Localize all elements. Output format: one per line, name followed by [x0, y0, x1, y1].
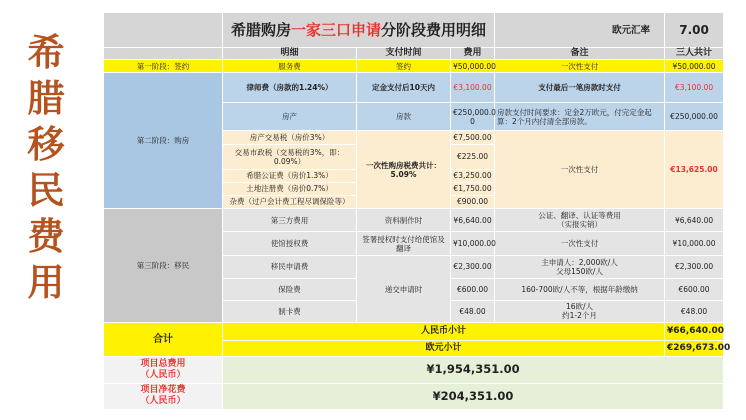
exchange-rate-value: 7.00: [665, 13, 724, 48]
stage3-note: 一次性支付: [495, 232, 665, 256]
stage3-note: 公证、翻译、认证等费用 （实报实销）: [495, 208, 665, 231]
stage3-pay-time: 资料制作时: [357, 208, 451, 231]
stage3-note: 主申请人：2,000欧/人 父母150欧/人: [495, 256, 665, 278]
stage1-detail: 服务费: [223, 60, 357, 72]
rmb-subtotal-value: ¥66,640.00: [665, 323, 724, 341]
side-title-char: 移: [27, 123, 65, 166]
stage2-lawyer-total: €3,100.00: [665, 72, 724, 102]
stage2-property-detail: 房产: [223, 102, 357, 130]
title-part3: 分阶段费用明细: [381, 21, 487, 40]
stage2-tax-detail: 希腊公证费（房价1.3%）: [223, 169, 357, 182]
project-net-label: 项目净花费 （人民币）: [104, 383, 223, 409]
stage1-total: ¥50,000.00: [665, 60, 724, 72]
side-title-char: 希: [27, 31, 65, 74]
stage3-detail: 制卡费: [223, 300, 357, 322]
stage3-total: ¥6,640.00: [665, 208, 724, 231]
stage3-total: ¥10,000.00: [665, 232, 724, 256]
header-fee: 费用: [451, 48, 495, 60]
stage2-taxes-pay-time: 一次性购房税费共计： 5.09%: [357, 131, 451, 209]
stage2-property-total: €250,000.00: [665, 102, 724, 130]
project-net-value: ¥204,351.00: [223, 383, 724, 409]
eur-subtotal-value: €269,673.00: [665, 341, 724, 357]
stage2-tax-detail: 交易市政税（交易税的3%，即：0.09%）: [223, 145, 357, 169]
total-label: 合计: [104, 323, 223, 357]
side-title-char: 民: [27, 169, 65, 212]
stage3-fee: €2,300.00: [451, 256, 495, 278]
stage2-tax-fee: €900.00: [451, 195, 495, 208]
stage1-label: 第一阶段：签约: [104, 60, 223, 72]
stage3-detail: 第三方费用: [223, 208, 357, 231]
stage2-tax-detail: 房产交易税（房价3%）: [223, 131, 357, 145]
stage3-total: €48.00: [665, 300, 724, 322]
stage2-lawyer-fee: €3,100.00: [451, 72, 495, 102]
stage3-fee: ¥10,000.00: [451, 232, 495, 256]
stage3-detail: 保险费: [223, 278, 357, 300]
stage3-detail: 移民申请费: [223, 256, 357, 278]
stage2-tax-fee: €225.00: [451, 145, 495, 169]
stage3-label: 第三阶段：移民: [104, 208, 223, 322]
side-title: [14, 30, 78, 306]
stage2-property-note: 房款支付时间要求：定金2万欧元，付完定金起算：2个月内付清全部房款。: [495, 102, 665, 130]
stage1-fee: ¥50,000.00: [451, 60, 495, 72]
stage2-lawyer-detail: 律师费（房款的1.24%）: [223, 72, 357, 102]
exchange-rate-label: 欧元汇率: [495, 13, 665, 48]
stage2-taxes-total: €13,625.00: [665, 131, 724, 209]
project-total-label: 项目总费用 （人民币）: [104, 357, 223, 383]
page-title: [223, 13, 495, 48]
title-part1: 希腊购房: [230, 21, 291, 40]
stage3-detail: 使馆授权费: [223, 232, 357, 256]
stage2-label: 第二阶段：购房: [104, 72, 223, 208]
header-note: 备注: [495, 48, 665, 60]
stage2-taxes-note: 一次性支付: [495, 131, 665, 209]
stage3-fee: €600.00: [451, 278, 495, 300]
stage2-property-fee: €250,000.0 0: [451, 102, 495, 130]
stage3-pay-time: 签署授权时支付给使馆及翻译: [357, 232, 451, 256]
project-total-value: ¥1,954,351.00: [223, 357, 724, 383]
stage2-lawyer-pay-time: 定金支付后10天内: [357, 72, 451, 102]
title-spacer: [104, 13, 223, 48]
stage3-fee: ¥6,640.00: [451, 208, 495, 231]
stage1-note: 一次性支付: [495, 60, 665, 72]
side-title-char: 费: [27, 215, 65, 258]
header-pay-time: 支付时间: [357, 48, 451, 60]
rmb-subtotal-label: 人民币小计: [223, 323, 665, 341]
stage2-tax-fee: €3,250.00: [451, 169, 495, 182]
stage1-pay-time: 签约: [357, 60, 451, 72]
stage3-pay-time: 递交申请时: [357, 256, 451, 323]
header-detail: 明细: [223, 48, 357, 60]
stage2-tax-fee: €1,750.00: [451, 182, 495, 195]
eur-subtotal-label: 欧元小计: [223, 341, 665, 357]
stage2-tax-detail: 杂费（过户会计费工程尽调保险等）: [223, 195, 357, 208]
fee-table: [103, 12, 731, 410]
stage3-note: 160-700欧/人不等，根据年龄缴纳: [495, 278, 665, 300]
stage3-total: €600.00: [665, 278, 724, 300]
side-title-char: 腊: [27, 77, 65, 120]
stage2-tax-detail: 土地注册费（房价0.7%）: [223, 182, 357, 195]
stage3-total: €2,300.00: [665, 256, 724, 278]
stage3-fee: €48.00: [451, 300, 495, 322]
side-title-char: 用: [27, 261, 65, 304]
stage2-property-pay-time: 房款: [357, 102, 451, 130]
title-part2: 一家三口申请: [291, 21, 382, 40]
stage2-lawyer-note: 支付最后一笔房款时支付: [495, 72, 665, 102]
header-stage-spacer: [104, 48, 223, 60]
stage3-note: 16欧/人 约1-2个月: [495, 300, 665, 322]
stage2-tax-fee: €7,500.00: [451, 131, 495, 145]
header-total: 三人共计: [665, 48, 724, 60]
